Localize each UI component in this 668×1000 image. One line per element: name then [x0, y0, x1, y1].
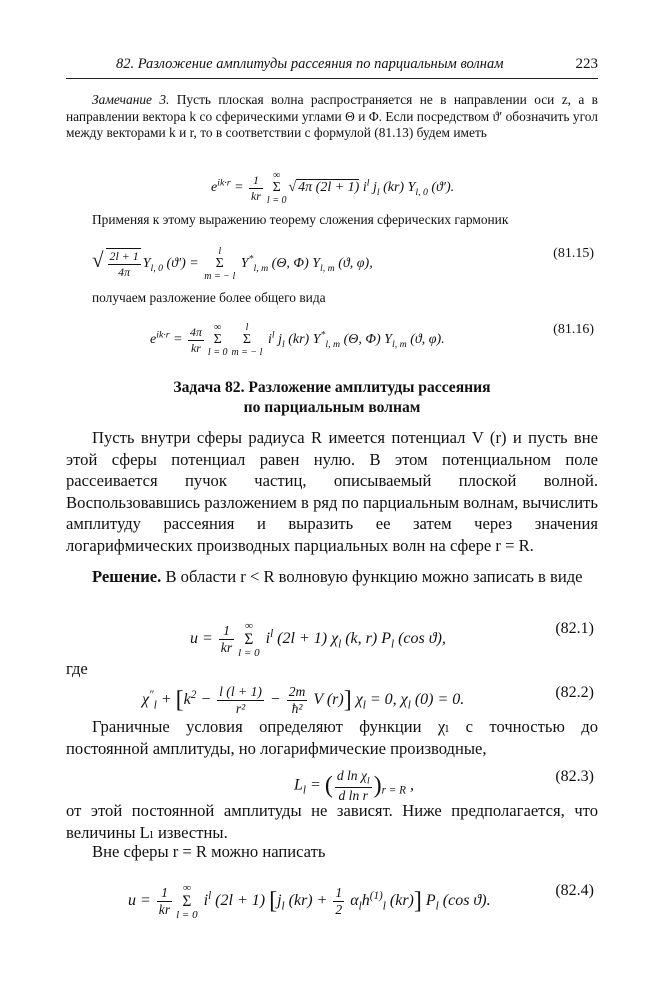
equation-number-81-15: (81.15): [553, 246, 594, 261]
formula-82-2: [66, 672, 598, 716]
section-heading: [66, 378, 598, 418]
formula-81-16-expr: $e^{ik\cdot r}$ = $\frac{4\pi}{kr}$ ∞ Σ l = 0 l Σ m = − l $i^l$ $j_l$ (kr) $Y^*_{l, m}$ (Θ, Φ) $Y_{l, m}$ (ϑ, φ).: [150, 322, 445, 358]
heading-line-1: Задача 82. Разложение амплитуды рассеяния: [173, 379, 491, 396]
formula-81-15: [66, 234, 598, 282]
remark-text: Пусть плоская волна распространяется не в направлении оси z, а в направлении вектора k со сферическими углами Θ и Φ. Если посредством ϑ′ обозначить угол между векторами k и r, то в соответствии с формулой (81.13) будем иметь: [66, 92, 598, 141]
boundary-paragraph: Граничные условия определяют функции χₗ с точностью до постоянной амплитуды, но логарифмические производные,: [66, 717, 598, 758]
header-title: 82. Разложение амплитуды рассеяния по парциальным волнам: [116, 56, 504, 72]
where-label: где: [66, 659, 88, 678]
formula-82-3-expr: $L_l$ = ( $\frac{d \ln \chi_l}{\text{d ln r}}$ )$_{r = R}$ ,: [294, 768, 414, 803]
formula-82-1-expr: u = $\frac{1}{kr}$ ∞ Σ l = 0 $i^l$ (2l + 1) $\chi_l$ (k, r) $P_l$ (cos ϑ),: [190, 620, 446, 659]
formula-expansion-1-expr: $e^{ik\cdot r}$ = $\frac{1}{kr}$ ∞ Σ l = 0 √ 4π (2l + 1) $i^l$ $j_l$ (kr) $Y_{l, 0}$ (ϑ′).: [211, 170, 455, 206]
equation-number-82-1: (82.1): [555, 620, 594, 637]
solution-label: Решение.: [92, 567, 162, 586]
formula-82-4: [66, 870, 598, 921]
formula-82-1: [66, 608, 598, 659]
remark-paragraph: [66, 92, 598, 142]
formula-expansion-1: [66, 158, 598, 206]
independence-paragraph: от этой постоянной амплитуды не зависят. Ниже предполагается, что величины Lₗ известны.: [66, 801, 598, 842]
solution-text: В области r < R волновую функцию можно записать в виде: [161, 567, 583, 586]
heading-line-2: по парциальным волнам: [243, 399, 421, 416]
formula-81-15-expr: √ $\frac{2l + 1}{4\pi}$ $Y_{l, 0}$ (ϑ′) = l Σ m = − l $Y^*_{l, m}$ (Θ, Φ) $Y_{l, m}$ (ϑ, φ),: [92, 246, 373, 282]
running-header: [66, 56, 598, 79]
remark-label: Замечание 3.: [92, 92, 170, 107]
apply-paragraph: Применяя к этому выражению теорему сложения сферических гармоник: [92, 212, 509, 227]
equation-number-81-16: (81.16): [553, 322, 594, 337]
equation-number-82-4: (82.4): [555, 882, 594, 899]
equation-number-82-2: (82.2): [555, 684, 594, 701]
general-paragraph: получаем разложение более общего вида: [92, 290, 326, 305]
page-number: 223: [575, 56, 598, 72]
equation-number-82-3: (82.3): [555, 768, 594, 785]
formula-82-4-expr: u = $\frac{1}{kr}$ ∞ Σ l = 0 $i^l$ (2l + 1) [$j_l$ (kr) + $\frac{1}{2}$ $\alpha_lh^{(1)}_l$ (kr)] $P_l$ (cos ϑ).: [128, 882, 491, 921]
formula-82-2-expr: $\chi''_l + [k^2$ − $\frac{l (l + 1)}{\text{r²}}$ − $\frac{2m}{\text{ħ²}}$ V (r)] $\chi_l = 0$, $\chi_l$ (0) = 0.: [142, 684, 465, 716]
outside-paragraph: Вне сферы r = R можно написать: [92, 842, 326, 861]
solution-paragraph: [66, 566, 598, 588]
formula-82-3: [66, 756, 598, 803]
problem-statement: Пусть внутри сферы радиуса R имеется потенциал V (r) и пусть вне этой сферы потенциал равен нулю. В этом потенциальном поле рассеивается пучок частиц, описываемый плоской волной. Воспользовавшись разложением в ряд по парциальным волнам, вычислить амплитуду рассеяния и выразить ее затем через значения логарифмических производных парциальных волн на сфере r = R.: [66, 428, 598, 555]
formula-81-16: [66, 310, 598, 358]
